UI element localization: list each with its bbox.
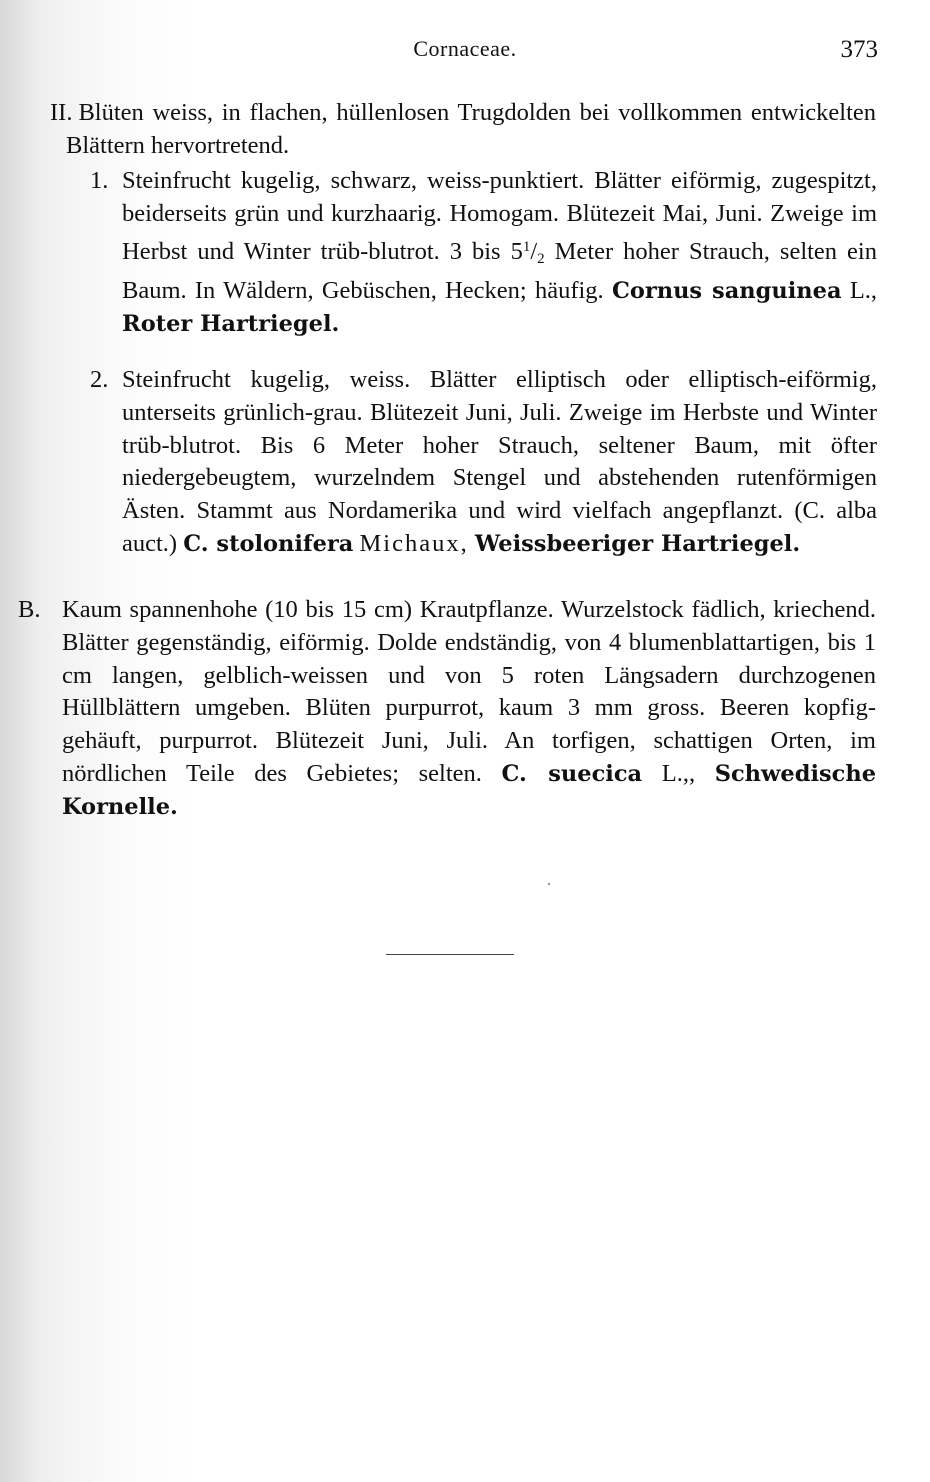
running-header: Cornaceae.	[413, 36, 517, 61]
section-b-text: Kaum spannenhohe (10 bis 15 cm) Krautpflanze. Wurzelstock fädlich, kriechend. Blätter gegenständig, eiförmig. Dolde endständig, von 4 blumenblattartigen, bis 1 cm langen, gelblich-weissen und von 5 roten Längsadern durchzogenen Hüllblättern umgeben. Blüten purpurrot, kaum 3 mm gross. Beeren kopfig-gehäuft, purpurrot. Blütezeit Juni, Juli. An torfigen, schattigen Orten, im nördlichen Teile des Gebietes; selten.	[62, 596, 876, 787]
item-1-paragraph	[90, 165, 878, 341]
section-b-paragraph	[18, 594, 877, 824]
item-2-common-name: Weissbeeriger Hartriegel.	[474, 530, 801, 557]
item-2-paragraph	[90, 364, 877, 561]
item-1-species-name: Cornus sanguinea	[611, 278, 842, 305]
item-2-species-name: C. stolonifera	[183, 530, 354, 557]
item-1-fraction-numerator: 1	[522, 238, 531, 255]
section-ii-label: II.	[50, 99, 73, 126]
print-speck	[548, 883, 550, 885]
item-2-author: Michaux,	[359, 529, 469, 557]
page-number: 373	[840, 36, 878, 63]
item-2-number: 2.	[90, 366, 109, 393]
item-1-number: 1.	[90, 167, 109, 194]
item-1-author: L.,	[849, 277, 878, 305]
section-b-label: B.	[18, 596, 41, 623]
section-end-rule	[386, 954, 514, 955]
section-b-author: L.,,	[661, 759, 696, 787]
section-ii-paragraph	[50, 97, 876, 163]
item-1-fraction-denominator: 2	[537, 250, 545, 267]
item-1-fraction-slash: /	[530, 237, 538, 265]
item-1-text-a: Steinfrucht kugelig, schwarz, weiss-punktiert. Blätter eiförmig, zugespitzt, beiderseits grün und kurzhaarig. Homogam. Blütezeit Mai, Juni. Zweige im Herbst und Winter trüb-blutrot. 3 bis 5	[122, 167, 877, 265]
section-b-species-name: C. suecica	[501, 760, 643, 787]
item-1-common-name: Roter Hartriegel.	[122, 311, 340, 338]
item-2-text: Steinfrucht kugelig, weiss. Blätter elliptisch oder elliptisch-eiförmig, unterseits grünlich-grau. Blütezeit Juni, Juli. Zweige im Herbste und Winter trüb-blutrot. Bis 6 Meter hoher Strauch, seltener Baum, mit öfter niedergebeugtem, wurzelndem Stengel und abstehenden rutenförmigen Ästen. Stammt aus Nordamerika und wird vielfach angepflanzt. (C. alba auct.)	[122, 366, 877, 557]
section-ii-text: Blüten weiss, in flachen, hüllenlosen Trugdolden bei vollkommen entwickelten Blättern hervortretend.	[66, 99, 876, 159]
section-b-common-name: Schwedische Kornelle.	[62, 760, 877, 820]
item-1-text-b: Meter hoher Strauch, selten ein Baum. In Wäldern, Gebüschen, Hecken; häufig.	[122, 237, 877, 305]
